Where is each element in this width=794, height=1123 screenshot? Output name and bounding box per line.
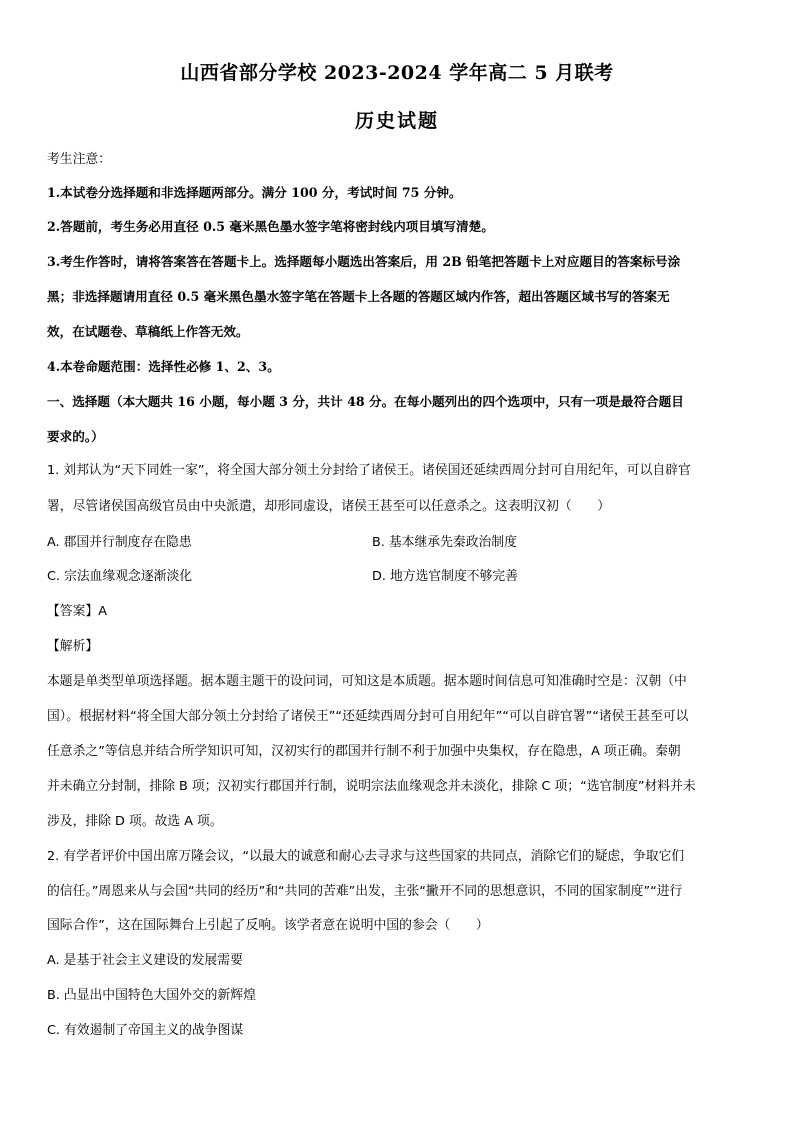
- q1-analysis-line: 任意杀之”等信息并结合所学知识可知，汉初实行的郡国并行制不利于加强中央集权，存在隐患，A 项正确。秦朝: [47, 744, 681, 759]
- notice-line: 1.本试卷分选择题和非选择题两部分。满分 100 分，考试时间 75 分钟。: [47, 185, 462, 200]
- q1-option-a: A. 郡国并行制度存在隐患: [47, 535, 192, 550]
- notice-heading: 考生注意：: [47, 152, 111, 167]
- q1-option-d: D. 地方选官制度不够完善: [372, 569, 518, 584]
- q1-stem-line: 1. 刘邦认为“天下同姓一家”，将全国大部分领土分封给了诸侯王。诸侯国还延续西周分封可自用纪年，可以自辟官: [47, 463, 691, 478]
- section-heading-cont: 要求的。）: [47, 429, 104, 444]
- notice-line: 3.考生作答时，请将答案答在答题卡上。选择题每小题选出答案后，用 2B 铅笔把答题卡上对应题目的答案标号涂: [47, 254, 681, 269]
- q2-stem-line: 2. 有学者评价中国出席万隆会议，“以最大的诚意和耐心去寻求与这些国家的共同点，消除它们的疑虑，争取它们: [47, 849, 685, 864]
- notice-line: 2.答题前，考生务必用直径 0.5 毫米黑色墨水签字笔将密封线内项目填写清楚。: [47, 219, 494, 234]
- exam-subtitle: 历史试题: [354, 110, 439, 132]
- q1-stem-line: 署，尽管诸侯国高级官员由中央派遣，却形同虚设，诸侯王甚至可以任意杀之。这表明汉初（ ）: [47, 499, 611, 514]
- notice-line: 4.本卷命题范围：选择性必修 1、2、3。: [47, 359, 280, 374]
- q2-option-b: B. 凸显出中国特色大国外交的新辉煌: [47, 988, 256, 1003]
- q1-option-c: C. 宗法血缘观念逐渐淡化: [47, 569, 193, 584]
- exam-title: 山西省部分学校 2023-2024 学年高二 5 月联考: [180, 62, 614, 84]
- notice-line: 黑；非选择题请用直径 0.5 毫米黑色墨水签字笔在答题卡上各题的答题区域内作答，超出答题区域书写的答案无: [47, 289, 670, 304]
- q1-option-b: B. 基本继承先秦政治制度: [372, 535, 517, 550]
- q1-analysis-line: 国）。根据材料“将全国大部分领土分封给了诸侯王”“还延续西周分封可自用纪年”“可以自辟官署”“诸侯王甚至可以: [47, 709, 689, 724]
- q2-option-a: A. 是基于社会主义建设的发展需要: [47, 953, 243, 968]
- q1-analysis-label: 【解析】: [47, 639, 99, 654]
- q2-stem-line: 的信任。”周恩来从与会国“共同的经历”和“共同的苦难”出发，主张“撇开不同的思想意识，不同的国家制度”“进行: [47, 884, 683, 899]
- q2-stem-line: 国际合作”，这在国际舞台上引起了反响。该学者意在说明中国的参会（ ）: [47, 918, 489, 933]
- q2-option-c: C. 有效遏制了帝国主义的战争图谋: [47, 1023, 244, 1038]
- section-heading: 一、选择题（本大题共 16 小题，每小题 3 分，共计 48 分。在每小题列出的四个选项中，只有一项是最符合题目: [47, 394, 684, 409]
- q1-analysis-line: 涉及，排除 D 项。故选 A 项。: [47, 814, 223, 829]
- notice-line: 效，在试题卷、草稿纸上作答无效。: [47, 324, 249, 339]
- q1-answer: 【答案】A: [47, 604, 107, 619]
- q1-analysis-line: 本题是单类型单项选择题。据本题主题干的设问词，可知这是本质题。据本题时间信息可知准确时空是：汉朝（中: [47, 674, 687, 689]
- q1-analysis-line: 并未确立分封制，排除 B 项；汉初实行郡国并行制，说明宗法血缘观念并未淡化，排除 C 项；“选官制度”材料并未: [47, 779, 696, 794]
